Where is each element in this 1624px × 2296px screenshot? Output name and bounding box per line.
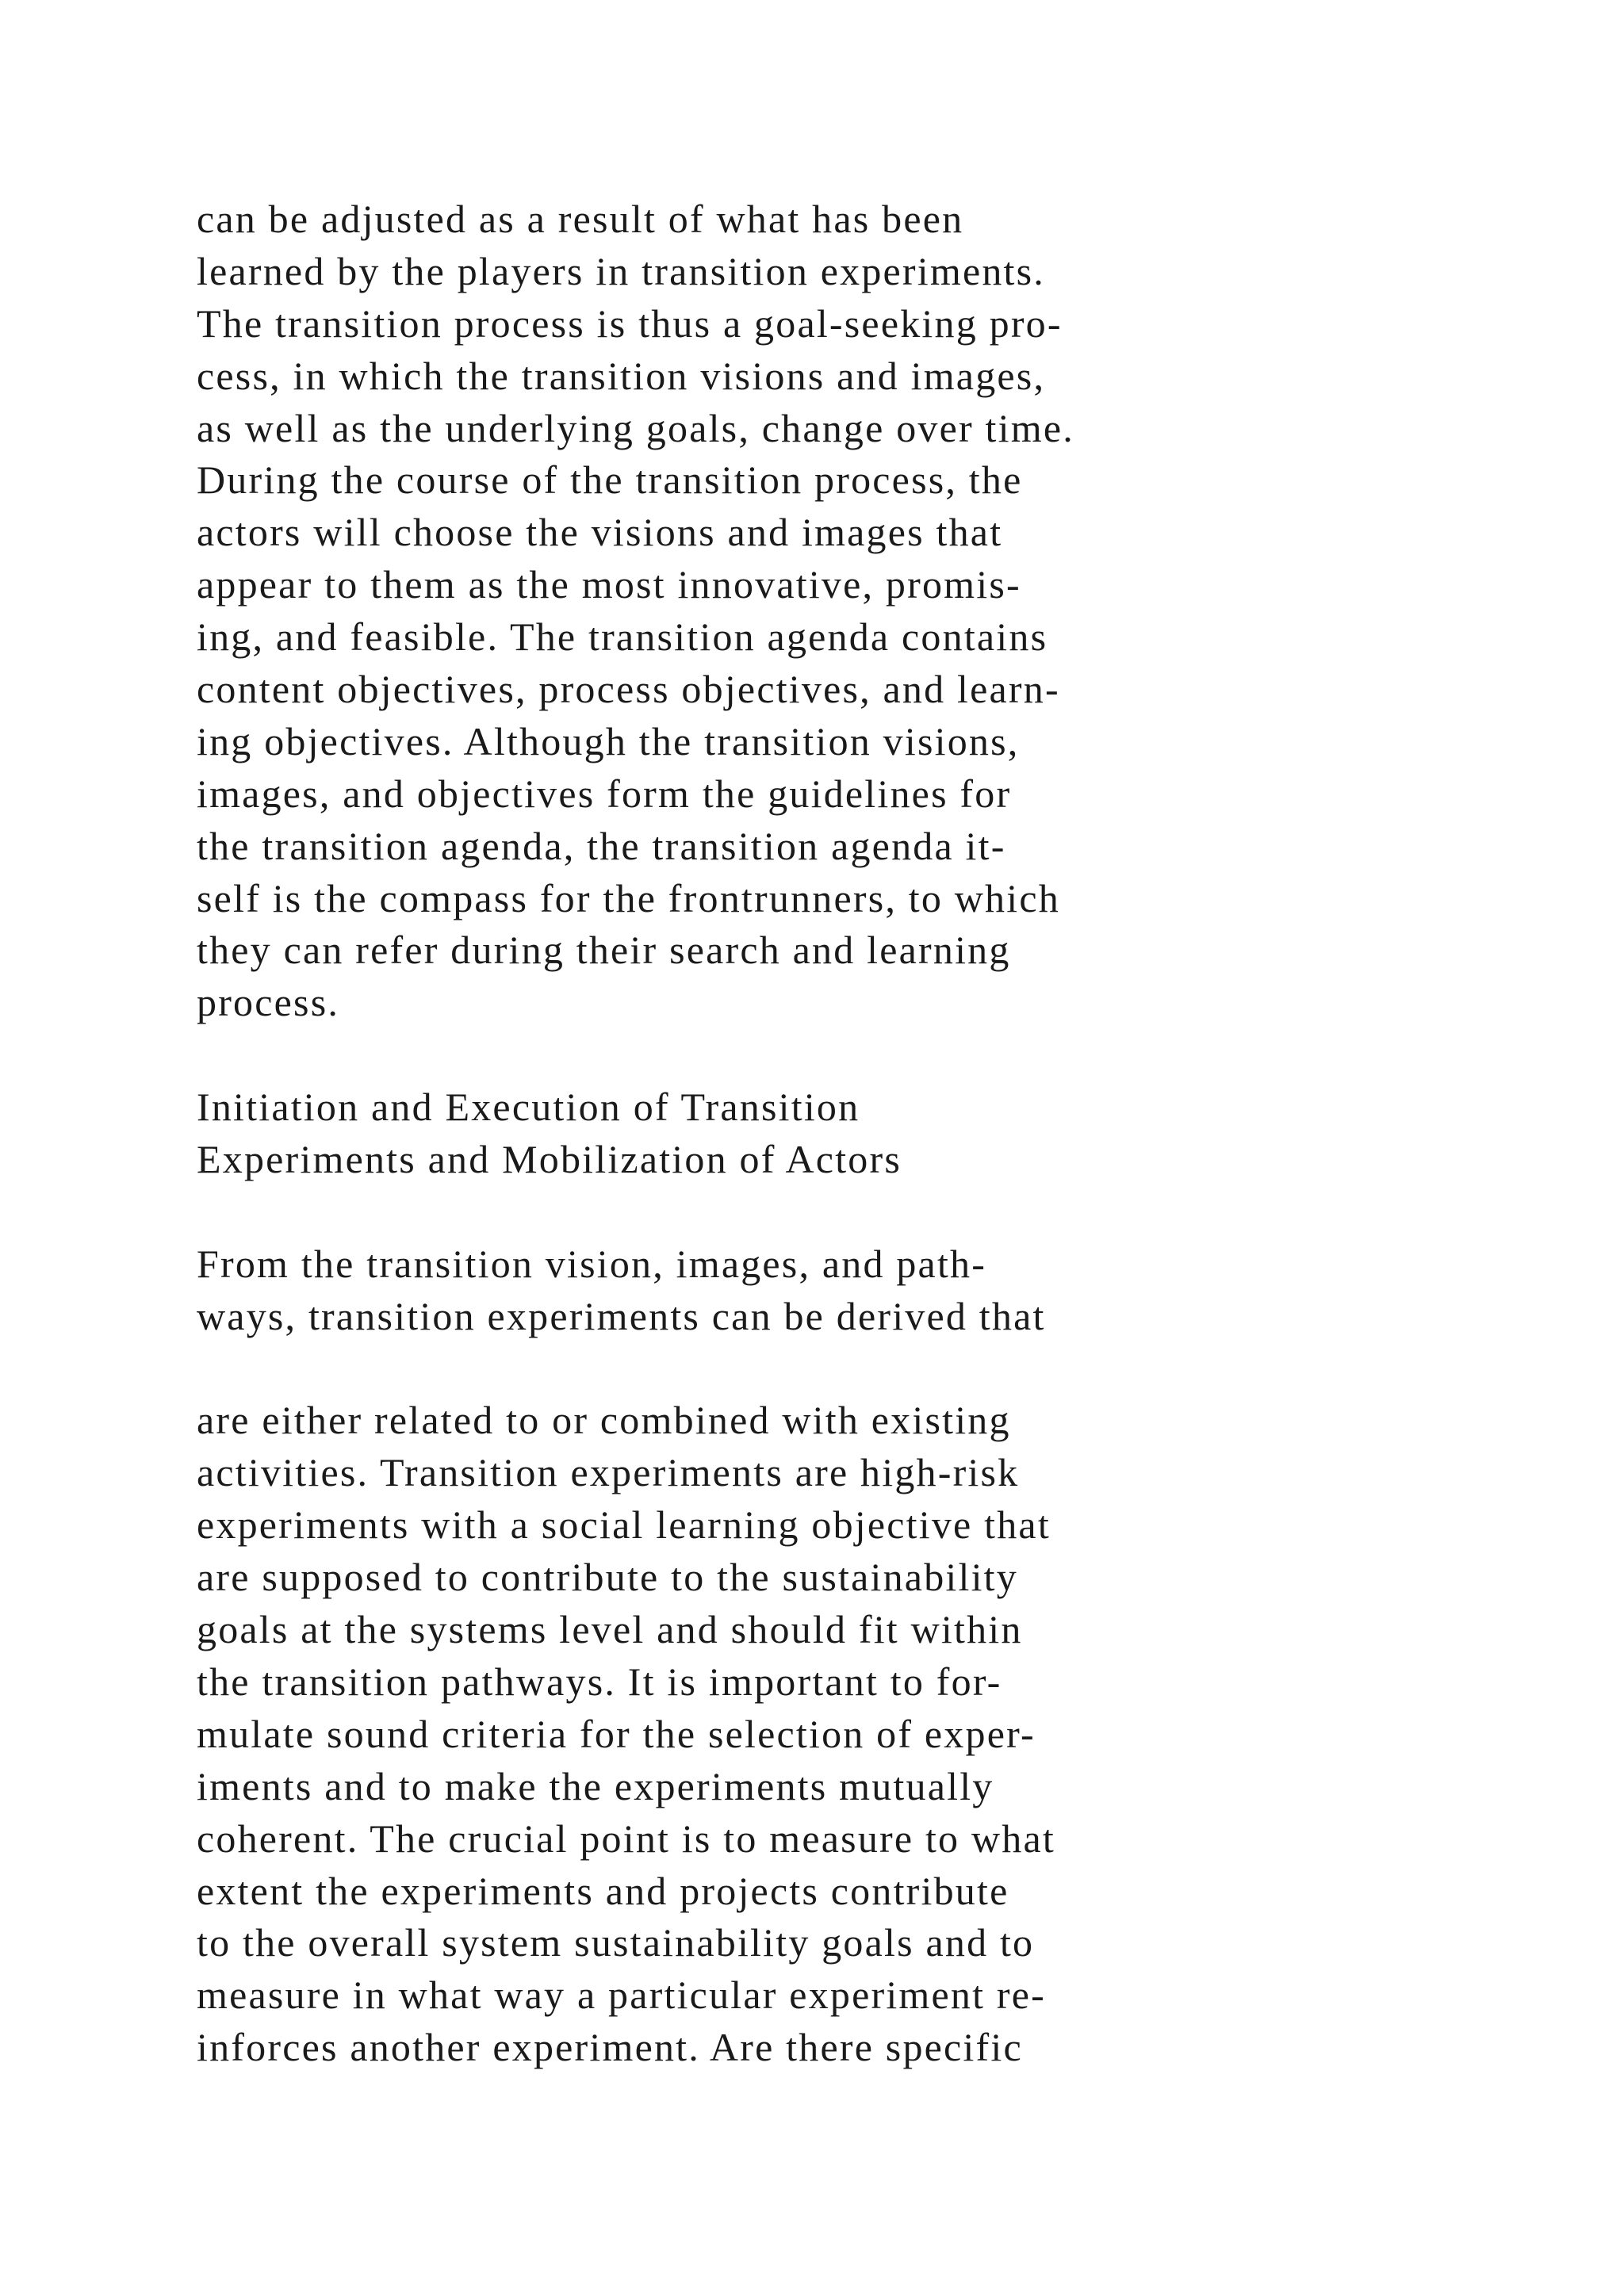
text-line: appear to them as the most innovative, promis-: [197, 562, 1021, 607]
text-line: they can refer during their search and learning: [197, 928, 1011, 973]
text-column: [197, 193, 1386, 2074]
text-line: goals at the systems level and should fit within: [197, 1607, 1023, 1652]
text-line: to the overall system sustainability goals and to: [197, 1920, 1035, 1965]
text-line: the transition agenda, the transition agenda it-: [197, 823, 1006, 868]
text-line: ing objectives. Although the transition visions,: [197, 718, 1020, 763]
text-line: From the transition vision, images, and path-: [197, 1241, 987, 1286]
text-line: ing, and feasible. The transition agenda contains: [197, 614, 1048, 660]
text-line: inforces another experiment. Are there specific: [197, 2025, 1023, 2070]
paragraph-gap: [197, 1343, 1386, 1395]
paragraph-transition-experiments: [197, 1395, 1386, 2074]
text-line: images, and objectives form the guidelines for: [197, 771, 1012, 816]
text-line: ways, transition experiments can be derived that: [197, 1293, 1046, 1338]
text-line: are either related to or combined with existing: [197, 1398, 1011, 1443]
paragraph-derivation: [197, 1238, 1386, 1343]
text-line: The transition process is thus a goal-seeking pro-: [197, 300, 1063, 346]
text-line: mulate sound criteria for the selection of exper-: [197, 1711, 1036, 1756]
text-line: content objectives, process objectives, and learn-: [197, 667, 1060, 712]
text-line: extent the experiments and projects contribute: [197, 1868, 1009, 1913]
paragraph-gap: [197, 1186, 1386, 1238]
heading-line: Experiments and Mobilization of Actors: [197, 1137, 902, 1182]
text-line: cess, in which the transition visions and images,: [197, 353, 1046, 398]
text-line: iments and to make the experiments mutually: [197, 1763, 994, 1808]
text-line: are supposed to contribute to the sustainability: [197, 1555, 1018, 1600]
heading-line: Initiation and Execution of Transition: [197, 1085, 860, 1130]
paragraph-gap: [197, 1029, 1386, 1081]
text-line: as well as the underlying goals, change over time.: [197, 405, 1074, 450]
text-line: can be adjusted as a result of what has been: [197, 197, 964, 241]
paragraph-transition-agenda: [197, 193, 1386, 1029]
text-line: measure in what way a particular experiment re-: [197, 1973, 1047, 2018]
text-line: learned by the players in transition experiments.: [197, 248, 1046, 293]
text-line: process.: [197, 980, 340, 1025]
text-line: activities. Transition experiments are high-risk: [197, 1450, 1020, 1495]
text-line: coherent. The crucial point is to measure to what: [197, 1816, 1055, 1861]
section-heading: [197, 1081, 1386, 1186]
text-line: During the course of the transition process, the: [197, 457, 1023, 503]
text-line: self is the compass for the frontrunners, to which: [197, 875, 1060, 920]
text-line: experiments with a social learning objective that: [197, 1502, 1051, 1548]
text-line: the transition pathways. It is important to for-: [197, 1659, 1002, 1704]
text-line: actors will choose the visions and images that: [197, 510, 1003, 555]
